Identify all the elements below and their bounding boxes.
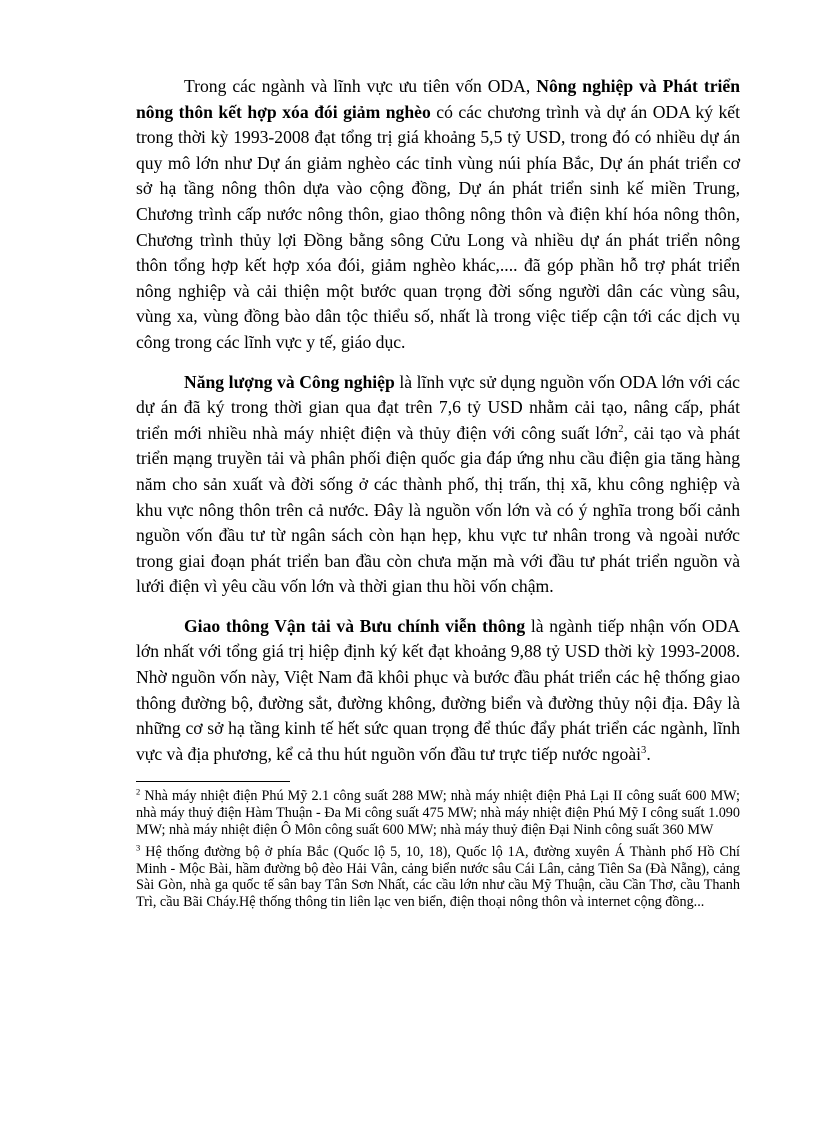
paragraph-text: là ngành tiếp nhận vốn ODA lớn nhất với tổng giá trị hiệp định ký kết đạt khoảng 9,88 tỷ USD thời kỳ 1993-2008. Nhờ nguồn vốn này, Việt Nam đã khôi phục và bước đầu phát triển các hệ thống giao thông đường bộ, đường sắt, đường không, đường biển và đường thủy nội địa. Đây là những cơ sở hạ tầng kinh tế hết sức quan trọng để thúc đẩy phát triển các ngành, lĩnh vực và địa phương, kể cả thu hút nguồn vốn đầu tư trực tiếp nước ngoài bbox=[136, 615, 740, 764]
paragraph-transport bbox=[136, 614, 740, 768]
paragraph-energy bbox=[136, 370, 740, 600]
footnote-2 bbox=[136, 788, 740, 838]
footnote-text: Hệ thống đường bộ ở phía Bắc (Quốc lộ 5, 10, 18), Quốc lộ 1A, đường xuyên Á Thành phố Hồ Chí Minh - Mộc Bài, hầm đường bộ đèo Hải Vân, cảng biển nước sâu Cái Lân, cảng Tiên Sa (Đà Nẵng), cảng Sài Gòn, nhà ga quốc tế sân bay Tân Sơn Nhất, các cầu lớn như cầu Mỹ Thuận, cầu Cần Thơ, cầu Thanh Trì, cầu Bãi Cháy.Hệ thống thông tin liên lạc ven biển, điện thoại nông thôn và internet cộng đồng... bbox=[136, 844, 740, 910]
paragraph-text: là lĩnh vực sử dụng nguồn vốn ODA lớn với các dự án đã ký trong thời gian qua đạt trên 7,6 tỷ USD nhằm cải tạo, nâng cấp, phát triển mới nhiều nhà máy nhiệt điện và thủy điện với công suất lớn bbox=[136, 371, 740, 443]
paragraph-text-continued: , cải tạo và phát triển mạng truyền tải và phân phối điện quốc gia đáp ứng nhu cầu điện gia tăng hàng năm cho sản xuất và đời sống ở các thành phố, thị trấn, thị xã, khu công nghiệp và khu vực nông thôn trên cả nước. Đây là nguồn vốn lớn và có ý nghĩa trong bối cảnh nguồn vốn đầu tư từ ngân sách còn hạn hẹp, khu vực tư nhân trong và ngoài nước trong giai đoạn phát triển ban đầu còn chưa mặn mà với đầu tư phát triển nguồn và lưới điện vì yêu cầu vốn lớn và thời gian thu hồi vốn chậm. bbox=[136, 422, 740, 597]
footnote-reference-2: 2 bbox=[618, 423, 624, 435]
paragraph-lead-text: Trong các ngành và lĩnh vực ưu tiên vốn ODA, bbox=[184, 76, 537, 96]
sector-heading-agriculture: Nông nghiệp và Phát triển nông thôn kết hợp xóa đói giảm nghèo bbox=[136, 76, 740, 122]
footnote-marker: 2 bbox=[136, 786, 141, 797]
paragraph-agriculture bbox=[136, 74, 740, 356]
sector-heading-energy: Năng lượng và Công nghiệp bbox=[184, 371, 395, 392]
document-body bbox=[136, 74, 740, 917]
footnote-3 bbox=[136, 844, 740, 910]
sector-heading-transport: Giao thông Vận tải và Bưu chính viễn thông bbox=[184, 615, 526, 636]
footnote-reference-3: 3 bbox=[641, 744, 647, 756]
paragraph-end-punctuation: . bbox=[646, 743, 651, 764]
footnote-separator bbox=[136, 781, 290, 782]
paragraph-text: có các chương trình và dự án ODA ký kết trong thời kỳ 1993-2008 đạt tổng trị giá khoảng 5,5 tỷ USD, trong đó có nhiều dự án quy mô lớn như Dự án giảm nghèo các tỉnh vùng núi phía Bắc, Dự án phát triển cơ sở hạ tầng nông thôn dựa vào cộng đồng, Dự án phát triển sinh kế miền Trung, Chương trình cấp nước nông thôn, giao thông nông thôn và điện khí hóa nông thôn, Chương trình thủy lợi Đồng bằng sông Cửu Long và nhiều dự án phát triển nông thôn tổng hợp kết hợp xóa đói, giảm nghèo khác,.... đã góp phần hỗ trợ phát triển nông nghiệp và cải thiện một bước quan trọng đời sống người dân các vùng sâu, vùng xa, vùng đồng bào dân tộc thiểu số, nhất là trong việc tiếp cận tới các dịch vụ công trong các lĩnh vực y tế, giáo dục. bbox=[136, 101, 740, 352]
footnote-text: Nhà máy nhiệt điện Phú Mỹ 2.1 công suất 288 MW; nhà máy nhiệt điện Phả Lại II công suất 600 MW; nhà máy thuỷ điện Hàm Thuận - Đa Mi công suất 475 MW; nhà máy nhiệt điện Phú Mỹ I công suất 1.090 MW; nhà máy nhiệt điện Ô Môn công suất 600 MW; nhà máy thuỷ điện Đại Ninh công suất 360 MW bbox=[136, 788, 740, 838]
footnote-marker: 3 bbox=[136, 842, 141, 853]
